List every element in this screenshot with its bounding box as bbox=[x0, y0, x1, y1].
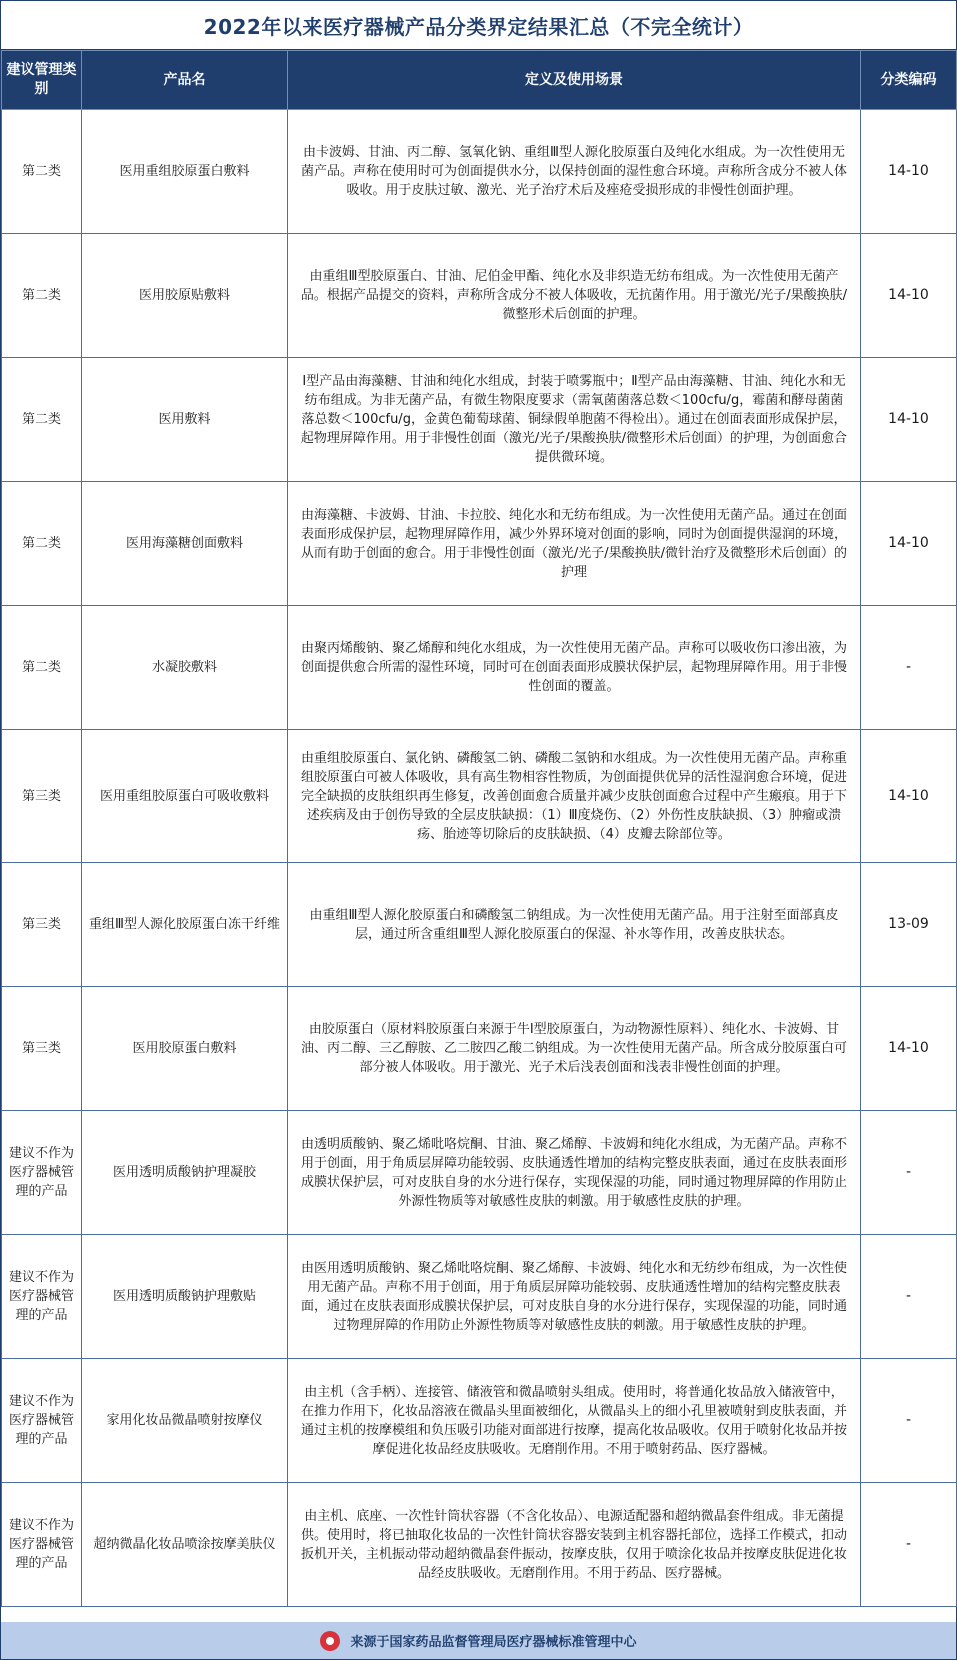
header-definition: 定义及使用场景 bbox=[288, 51, 861, 110]
table-row bbox=[2, 1111, 957, 1235]
cell-product: 重组Ⅲ型人源化胶原蛋白冻干纤维 bbox=[82, 863, 288, 987]
qingyan-logo-icon bbox=[320, 1631, 340, 1651]
cell-category: 第二类 bbox=[2, 358, 82, 482]
cell-product: 医用敷料 bbox=[82, 358, 288, 482]
cell-category: 第三类 bbox=[2, 987, 82, 1111]
table-row bbox=[2, 1483, 957, 1607]
cell-definition: 由透明质酸钠、聚乙烯吡咯烷酮、甘油、聚乙烯醇、卡波姆和纯化水组成，为无菌产品。声称不用于创面，用于角质层屏障功能较弱、皮肤通透性增加的结构完整皮肤表面，通过在皮肤表面形成膜状保护层，可对皮肤自身的水分进行保存，实现保湿的功能，同时通过物理屏障的作用防止外源性物质等对敏感性皮肤的刺激。用于敏感性皮肤的护理。 bbox=[288, 1111, 861, 1235]
cell-definition: 由卡波姆、甘油、丙二醇、氢氧化钠、重组Ⅲ型人源化胶原蛋白及纯化水组成。为一次性使用无菌产品。声称在使用时可为创面提供水分，以保持创面的湿性愈合环境。声称所含成分不被人体吸收。用于皮肤过敏、激光、光子治疗术后及痤疮受损形成的非慢性创面护理。 bbox=[288, 110, 861, 234]
cell-definition: 由重组Ⅲ型人源化胶原蛋白和磷酸氢二钠组成。为一次性使用无菌产品。用于注射至面部真皮层，通过所含重组Ⅲ型人源化胶原蛋白的保湿、补水等作用，改善皮肤状态。 bbox=[288, 863, 861, 987]
cell-code: 14-10 bbox=[861, 234, 957, 358]
cell-product: 医用透明质酸钠护理敷贴 bbox=[82, 1235, 288, 1359]
cell-category: 第三类 bbox=[2, 863, 82, 987]
cell-code: 14-10 bbox=[861, 987, 957, 1111]
cell-code: 14-10 bbox=[861, 358, 957, 482]
page-title: 2022年以来医疗器械产品分类界定结果汇总（不完全统计） bbox=[203, 14, 754, 39]
table-row bbox=[2, 987, 957, 1111]
header-code: 分类编码 bbox=[861, 51, 957, 110]
cell-product: 医用胶原贴敷料 bbox=[82, 234, 288, 358]
table-row bbox=[2, 1235, 957, 1359]
cell-category: 第二类 bbox=[2, 482, 82, 606]
cell-definition: Ⅰ型产品由海藻糖、甘油和纯化水组成，封装于喷雾瓶中；Ⅱ型产品由海藻糖、甘油、纯化水和无纺布组成。为非无菌产品，有微生物限度要求（需氧菌菌落总数＜100cfu/g，霉菌和酵母菌菌落总数＜100cfu/g，金黄色葡萄球菌、铜绿假单胞菌不得检出）。通过在创面表面形成保护层，起物理屏障作用。用于非慢性创面（激光/光子/果酸换肤/微整形术后创面）的护理，为创面愈合提供微环境。 bbox=[288, 358, 861, 482]
cell-code: 13-09 bbox=[861, 863, 957, 987]
table-body bbox=[2, 110, 957, 1607]
cell-definition: 由医用透明质酸钠、聚乙烯吡咯烷酮、聚乙烯醇、卡波姆、纯化水和无纺纱布组成，为一次性使用无菌产品。声称不用于创面，用于角质层屏障功能较弱、皮肤通透性增加的结构完整皮肤表面，通过在皮肤表面形成膜状保护层，可对皮肤自身的水分进行保存，实现保湿的功能，同时通过物理屏障的作用防止外源性物质等对敏感性皮肤的刺激。用于敏感性皮肤的护理。 bbox=[288, 1235, 861, 1359]
table-row bbox=[2, 234, 957, 358]
table-row bbox=[2, 358, 957, 482]
cell-product: 家用化妆品微晶喷射按摩仪 bbox=[82, 1359, 288, 1483]
cell-product: 医用重组胶原蛋白可吸收敷料 bbox=[82, 730, 288, 863]
cell-category: 第二类 bbox=[2, 110, 82, 234]
title-bar bbox=[1, 1, 956, 50]
header-category: 建议管理类别 bbox=[2, 51, 82, 110]
cell-category: 第二类 bbox=[2, 606, 82, 730]
cell-definition: 由重组Ⅲ型胶原蛋白、甘油、尼伯金甲酯、纯化水及非织造无纺布组成。为一次性使用无菌产品。根据产品提交的资料，声称所含成分不被人体吸收，无抗菌作用。用于激光/光子/果酸换肤/微整形术后创面的护理。 bbox=[288, 234, 861, 358]
cell-definition: 由聚丙烯酸钠、聚乙烯醇和纯化水组成，为一次性使用无菌产品。声称可以吸收伤口渗出液，为创面提供愈合所需的湿性环境，同时可在创面表面形成膜状保护层，起物理屏障作用。用于非慢性创面的覆盖。 bbox=[288, 606, 861, 730]
source-note: 来源于国家药品监督管理局医疗器械标准管理中心 bbox=[350, 1635, 637, 1650]
cell-category: 建议不作为医疗器械管理的产品 bbox=[2, 1483, 82, 1607]
cell-category: 第二类 bbox=[2, 234, 82, 358]
cell-category: 第三类 bbox=[2, 730, 82, 863]
cell-code: 14-10 bbox=[861, 482, 957, 606]
cell-code: - bbox=[861, 1483, 957, 1607]
header-row bbox=[2, 51, 957, 110]
cell-definition: 由主机（含手柄）、连接管、储液管和微晶喷射头组成。使用时，将普通化妆品放入储液管中，在推力作用下，化妆品溶液在微晶头里面被细化，从微晶头上的细小孔里被喷射到皮肤表面，并通过主机的按摩模组和负压吸引功能对面部进行按摩，提高化妆品吸收。仅用于喷射化妆品并按摩促进化妆品经皮肤吸收。无磨削作用。不用于喷射药品、医疗器械。 bbox=[288, 1359, 861, 1483]
table-row bbox=[2, 1359, 957, 1483]
cell-code: 14-10 bbox=[861, 730, 957, 863]
cell-definition: 由主机、底座、一次性针筒状容器（不含化妆品）、电源适配器和超纳微晶套件组成。非无菌提供。使用时，将已抽取化妆品的一次性针筒状容器安装到主机容器托部位，选择工作模式，扣动扳机开关，主机振动带动超纳微晶套件振动，按摩皮肤，仅用于喷涂化妆品并按摩皮肤促进化妆品经皮肤吸收。无磨削作用。不用于药品、医疗器械。 bbox=[288, 1483, 861, 1607]
cell-product: 医用海藻糖创面敷料 bbox=[82, 482, 288, 606]
cell-code: - bbox=[861, 1111, 957, 1235]
cell-product: 医用重组胶原蛋白敷料 bbox=[82, 110, 288, 234]
cell-definition: 由重组胶原蛋白、氯化钠、磷酸氢二钠、磷酸二氢钠和水组成。为一次性使用无菌产品。声称重组胶原蛋白可被人体吸收，具有高生物相容性物质，为创面提供优异的活性湿润愈合环境，促进完全缺损的皮肤组织再生修复，改善创面愈合质量并减少皮肤创面愈合过程中产生瘢痕。用于下述疾病及由于创伤导致的全层皮肤缺损：（1）Ⅲ度烧伤、（2）外伤性皮肤缺损、（3）肿瘤或溃疡、胎迹等切除后的皮肤缺损、（4）皮瓣去除部位等。 bbox=[288, 730, 861, 863]
cell-definition: 由胶原蛋白（原材料胶原蛋白来源于牛Ⅰ型胶原蛋白，为动物源性原料）、纯化水、卡波姆、甘油、丙二醇、三乙醇胺、乙二胺四乙酸二钠组成。为一次性使用无菌产品。所含成分胶原蛋白可部分被人体吸收。用于激光、光子术后浅表创面和浅表非慢性创面的护理。 bbox=[288, 987, 861, 1111]
cell-category: 建议不作为医疗器械管理的产品 bbox=[2, 1235, 82, 1359]
cell-code: - bbox=[861, 606, 957, 730]
cell-definition: 由海藻糖、卡波姆、甘油、卡拉胶、纯化水和无纺布组成。为一次性使用无菌产品。通过在创面表面形成保护层，起物理屏障作用，减少外界环境对创面的影响，同时为创面提供湿润的环境，从而有助于创面的愈合。用于非慢性创面（激光/光子/果酸换肤/微针治疗及微整形术后创面）的护理 bbox=[288, 482, 861, 606]
table-row bbox=[2, 730, 957, 863]
header-product: 产品名 bbox=[82, 51, 288, 110]
cell-code: - bbox=[861, 1235, 957, 1359]
table-row bbox=[2, 110, 957, 234]
table-row bbox=[2, 863, 957, 987]
table-header bbox=[2, 51, 957, 110]
table-row bbox=[2, 606, 957, 730]
cell-product: 医用透明质酸钠护理凝胶 bbox=[82, 1111, 288, 1235]
classification-table bbox=[1, 50, 957, 1607]
cell-product: 超纳微晶化妆品喷涂按摩美肤仪 bbox=[82, 1483, 288, 1607]
cell-category: 建议不作为医疗器械管理的产品 bbox=[2, 1111, 82, 1235]
footer bbox=[1, 1622, 956, 1659]
cell-product: 医用胶原蛋白敷料 bbox=[82, 987, 288, 1111]
cell-code: 14-10 bbox=[861, 110, 957, 234]
cell-code: - bbox=[861, 1359, 957, 1483]
cell-category: 建议不作为医疗器械管理的产品 bbox=[2, 1359, 82, 1483]
cell-product: 水凝胶敷料 bbox=[82, 606, 288, 730]
table-row bbox=[2, 482, 957, 606]
